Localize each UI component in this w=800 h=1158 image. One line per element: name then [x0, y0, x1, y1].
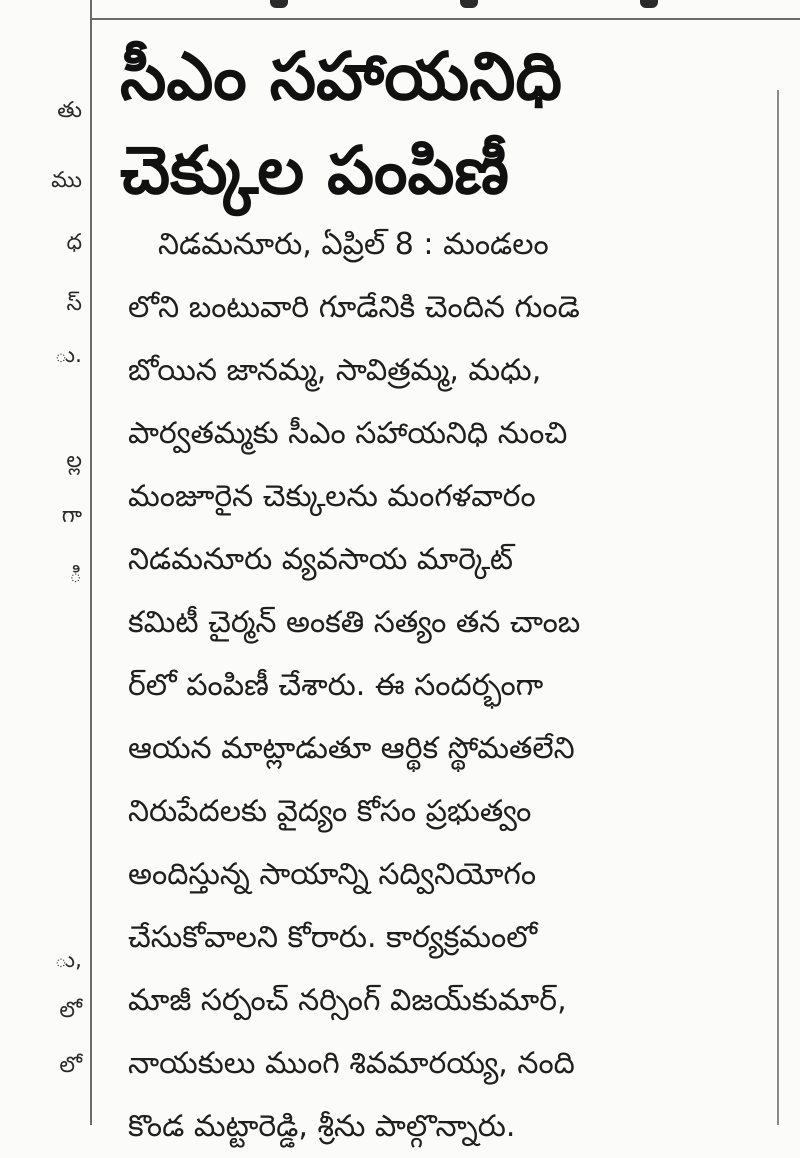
- headline-line: సీఎం సహాయనిధి: [120, 38, 563, 115]
- fragment-text: ి: [69, 563, 82, 588]
- fragment-text: ధ: [66, 230, 82, 255]
- body-line: నిరుపేదలకు వైద్యం కోసం ప్రభుత్వం: [128, 794, 532, 829]
- body-line: పార్వతమ్మకు సీఎం సహాయనిధి నుంచి: [128, 416, 568, 451]
- headline-line: చెక్కుల పంపిణీ: [120, 132, 509, 209]
- fragment-text: ు,: [54, 948, 82, 973]
- body-line: బోయిన జానమ్మ, సావిత్రమ్మ, మధు,: [128, 353, 542, 388]
- body-line: చేసుకోవాలని కోరారు. కార్యక్రమంలో: [128, 920, 538, 955]
- fragment-text: ము: [51, 168, 82, 193]
- fragment-text: తు: [57, 98, 82, 123]
- adjacent-column-fragments: [0, 0, 88, 1125]
- body-line: మాజీ సర్పంచ్ నర్సింగ్ విజయ్‌కుమార్,: [128, 983, 567, 1018]
- body-line: నిడమనూరు వ్యవసాయ మార్కెట్: [128, 542, 514, 577]
- body-line: నిడమనూరు, ఏప్రిల్ 8 : మండలం: [158, 227, 549, 262]
- column-border-left: [90, 0, 92, 1125]
- body-line: ర్‌లో పంపిణీ చేశారు. ఈ సందర్భంగా: [128, 668, 544, 703]
- column-divider: [777, 90, 779, 1125]
- column-border-top: [90, 18, 800, 20]
- body-line: లోని బంటువారి గూడేనికి చెందిన గుండె: [128, 290, 580, 325]
- cropped-text-above: [260, 0, 680, 14]
- body-line: అందిస్తున్న సాయాన్ని సద్వినియోగం: [128, 857, 537, 892]
- article-body: [128, 213, 748, 1158]
- body-line: మంజూరైన చెక్కులను మంగళవారం: [128, 479, 536, 514]
- fragment-text: లో: [59, 1053, 82, 1078]
- fragment-text: ు.: [54, 343, 82, 368]
- fragment-text: స్: [66, 291, 82, 316]
- body-line: నాయకులు ముంగి శివమారయ్య, నంది: [128, 1046, 575, 1081]
- fragment-text: ల్ల: [66, 448, 82, 473]
- body-line: కమిటీ చైర్మన్ అంకతి సత్యం తన చాంబ: [128, 605, 581, 640]
- body-line: ఆయన మాట్లాడుతూ ఆర్థిక స్థోమతలేని: [128, 731, 575, 766]
- headline: [120, 30, 770, 218]
- fragment-text: లో: [59, 998, 82, 1023]
- fragment-text: గా: [61, 503, 82, 528]
- body-line: కొండ మట్టారెడ్డి, శ్రీను పాల్గొన్నారు.: [128, 1109, 516, 1144]
